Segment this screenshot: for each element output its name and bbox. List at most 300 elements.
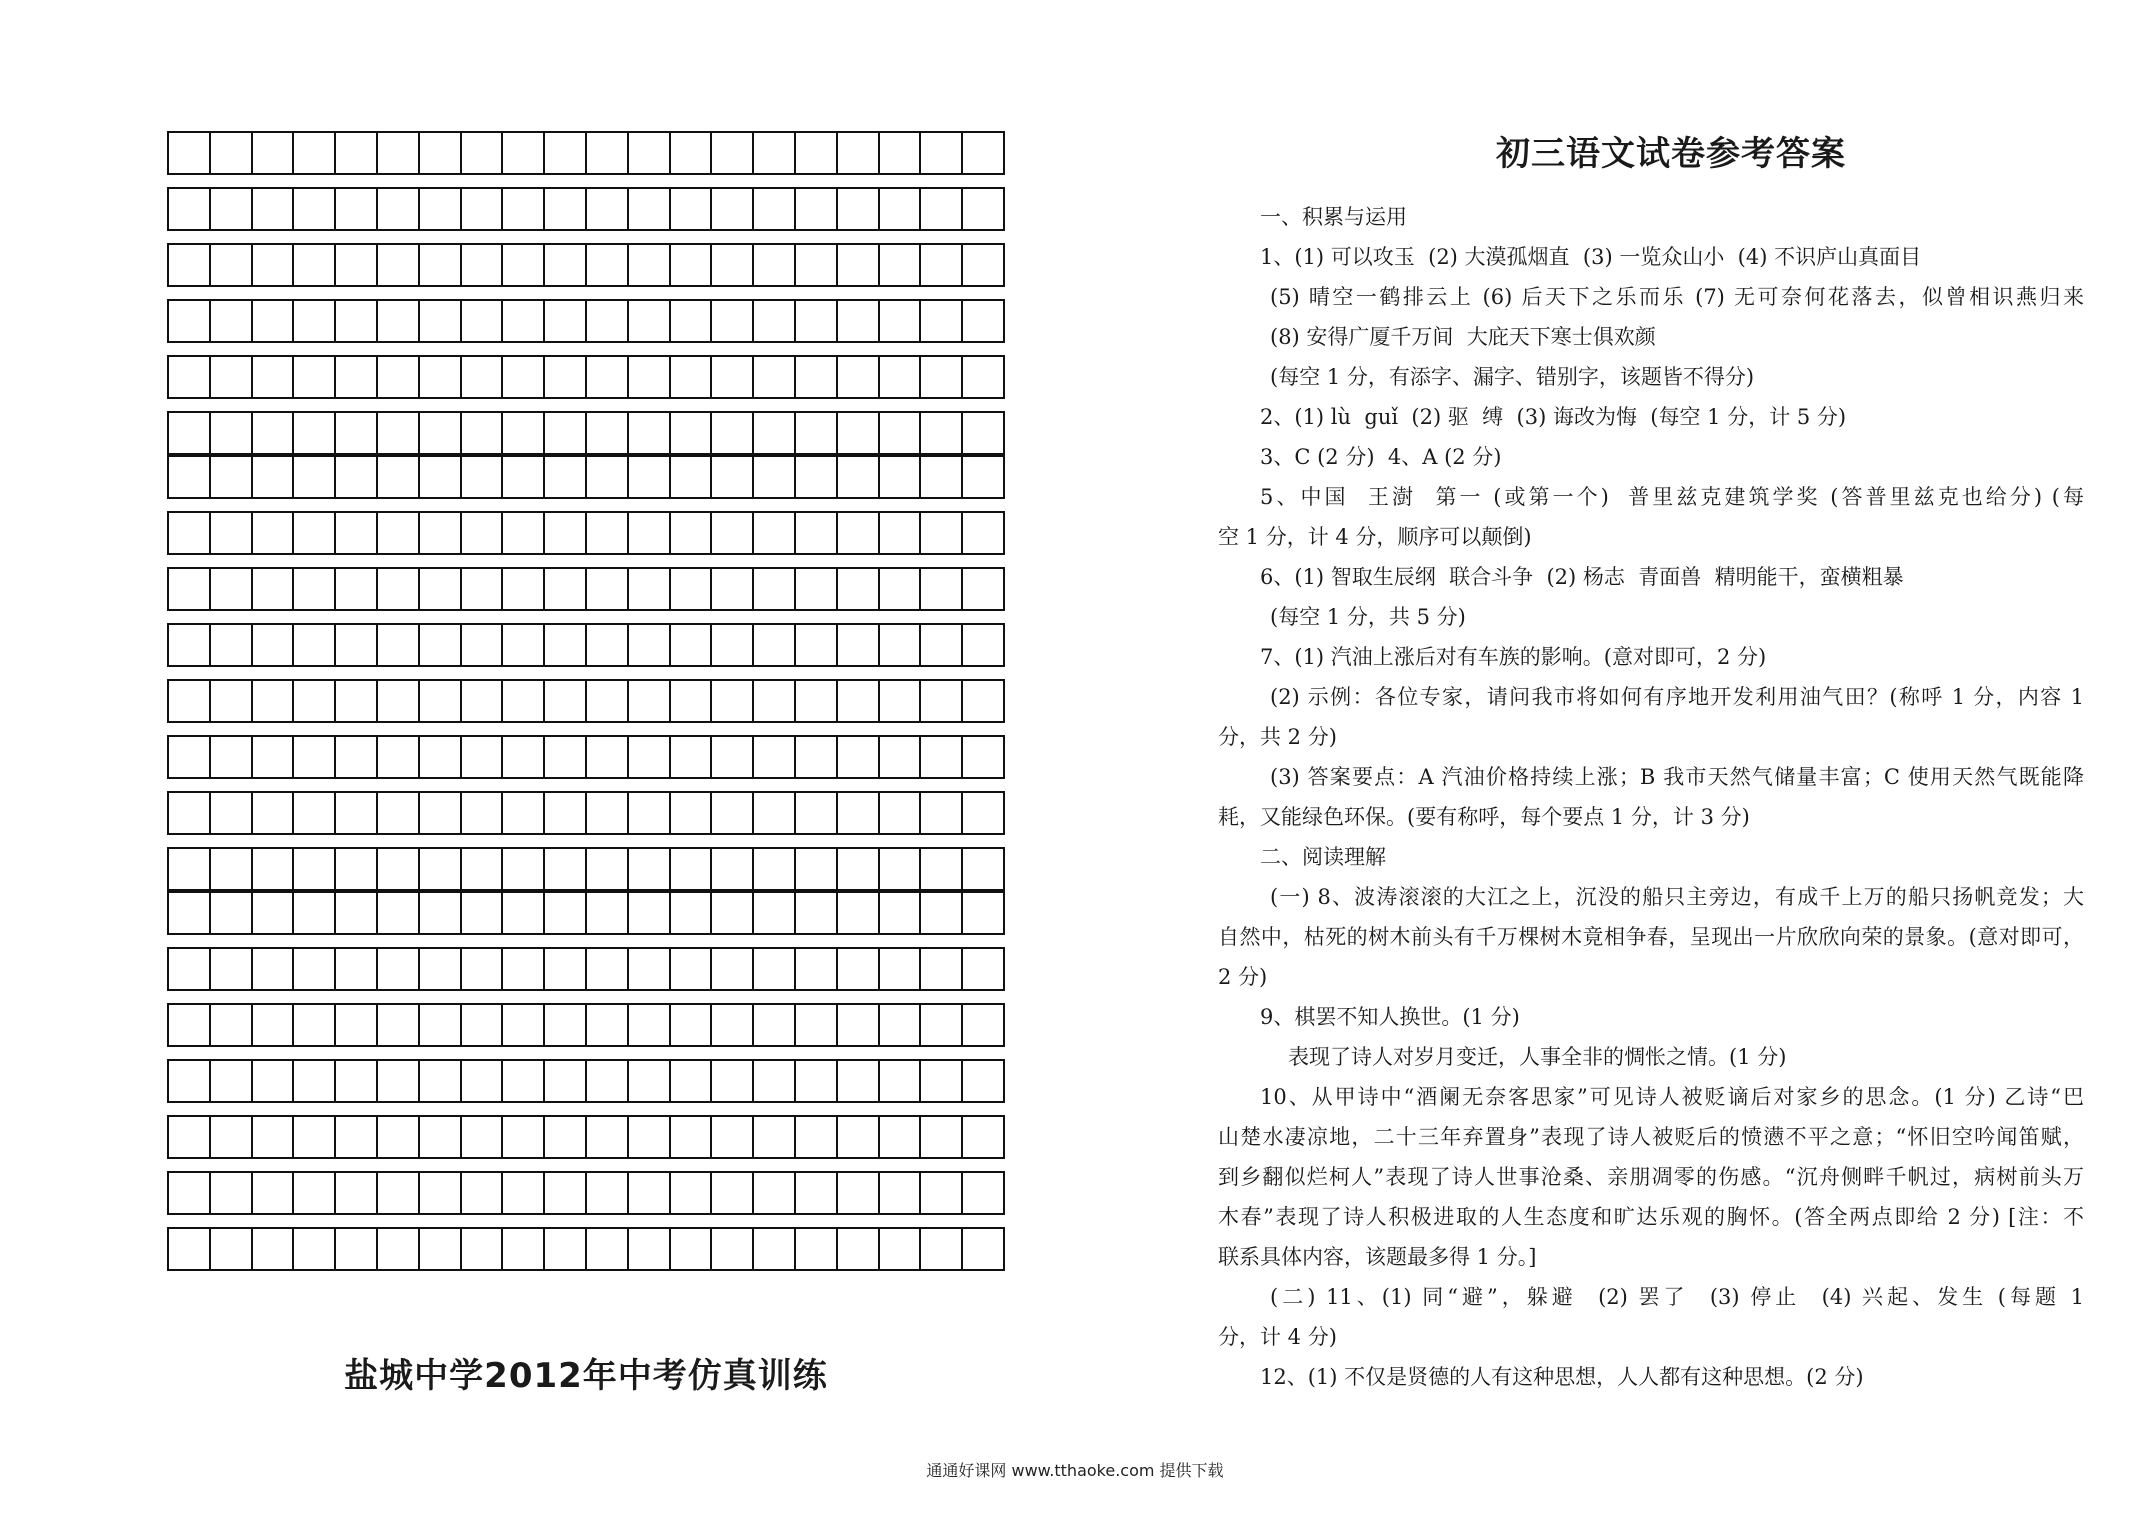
grid-cell bbox=[712, 849, 754, 889]
grid-cell bbox=[169, 1005, 211, 1045]
grid-cell bbox=[838, 513, 880, 553]
answer-line: 1、(1) 可以攻玉 (2) 大漠孤烟直 (3) 一览众山小 (4) 不识庐山真面目 bbox=[1260, 245, 1922, 269]
grid-cell bbox=[545, 1061, 587, 1101]
grid-row bbox=[167, 243, 1005, 287]
grid-cell bbox=[211, 513, 253, 553]
grid-cell bbox=[294, 301, 336, 341]
grid-cell bbox=[420, 1061, 462, 1101]
grid-cell bbox=[838, 189, 880, 229]
grid-cell bbox=[462, 1061, 504, 1101]
grid-cell bbox=[963, 1229, 1003, 1269]
grid-row bbox=[167, 455, 1005, 499]
grid-cell bbox=[545, 681, 587, 721]
grid-cell bbox=[545, 949, 587, 989]
grid-cell bbox=[211, 681, 253, 721]
grid-cell bbox=[336, 949, 378, 989]
grid-cell bbox=[211, 357, 253, 397]
grid-cell bbox=[921, 1061, 963, 1101]
grid-cell bbox=[420, 457, 462, 497]
grid-cell bbox=[169, 189, 211, 229]
grid-cell bbox=[336, 1173, 378, 1213]
grid-cell bbox=[420, 849, 462, 889]
grid-cell bbox=[587, 949, 629, 989]
answer-line: 木春”表现了诗人积极进取的人生态度和旷达乐观的胸怀。(答全两点即给 2 分) [注：不 bbox=[1218, 1205, 2084, 1229]
grid-cell bbox=[921, 189, 963, 229]
grid-cell bbox=[336, 189, 378, 229]
grid-cell bbox=[754, 849, 796, 889]
grid-cell bbox=[671, 245, 713, 285]
grid-row bbox=[167, 1003, 1005, 1047]
grid-cell bbox=[712, 1173, 754, 1213]
grid-cell bbox=[294, 245, 336, 285]
grid-cell bbox=[420, 357, 462, 397]
grid-cell bbox=[253, 245, 295, 285]
grid-cell bbox=[754, 189, 796, 229]
grid-cell bbox=[629, 133, 671, 173]
grid-cell bbox=[253, 737, 295, 777]
grid-row bbox=[167, 1227, 1005, 1271]
grid-cell bbox=[671, 513, 713, 553]
grid-cell bbox=[294, 1229, 336, 1269]
grid-cell bbox=[587, 457, 629, 497]
grid-cell bbox=[462, 737, 504, 777]
grid-cell bbox=[796, 1117, 838, 1157]
grid-cell bbox=[378, 133, 420, 173]
grid-cell bbox=[921, 1117, 963, 1157]
grid-cell bbox=[963, 413, 1003, 453]
grid-cell bbox=[671, 849, 713, 889]
grid-cell bbox=[754, 1005, 796, 1045]
grid-cell bbox=[671, 569, 713, 609]
grid-cell bbox=[336, 1229, 378, 1269]
grid-cell bbox=[838, 1061, 880, 1101]
answer-line: 分，计 4 分) bbox=[1218, 1325, 1337, 1349]
grid-cell bbox=[796, 133, 838, 173]
footer-credit: 通通好课网 www.tthaoke.com 提供下载 bbox=[926, 1461, 1224, 1480]
grid-cell bbox=[796, 357, 838, 397]
grid-cell bbox=[253, 457, 295, 497]
grid-cell bbox=[880, 513, 922, 553]
answer-line: 12、(1) 不仅是贤德的人有这种思想，人人都有这种思想。(2 分) bbox=[1260, 1365, 1864, 1389]
grid-cell bbox=[211, 1229, 253, 1269]
grid-cell bbox=[796, 189, 838, 229]
grid-cell bbox=[754, 357, 796, 397]
grid-cell bbox=[671, 1229, 713, 1269]
grid-cell bbox=[211, 189, 253, 229]
grid-cell bbox=[754, 737, 796, 777]
grid-cell bbox=[462, 301, 504, 341]
grid-cell bbox=[294, 849, 336, 889]
grid-cell bbox=[587, 301, 629, 341]
grid-cell bbox=[545, 569, 587, 609]
answer-key-section bbox=[1218, 126, 2084, 1397]
grid-cell bbox=[503, 1061, 545, 1101]
grid-cell bbox=[838, 413, 880, 453]
grid-cell bbox=[629, 681, 671, 721]
grid-cell bbox=[921, 1005, 963, 1045]
answer-line: 9、棋罢不知人换世。(1 分) bbox=[1260, 1005, 1520, 1029]
answer-line: 10、从甲诗中“酒阑无奈客思家”可见诗人被贬谪后对家乡的思念。(1 分) 乙诗“巴 bbox=[1260, 1085, 2084, 1109]
grid-cell bbox=[671, 681, 713, 721]
grid-cell bbox=[754, 681, 796, 721]
grid-cell bbox=[880, 1005, 922, 1045]
grid-cell bbox=[712, 357, 754, 397]
grid-cell bbox=[211, 1117, 253, 1157]
grid-cell bbox=[963, 1005, 1003, 1045]
grid-cell bbox=[545, 457, 587, 497]
grid-cell bbox=[587, 1061, 629, 1101]
grid-cell bbox=[880, 133, 922, 173]
grid-cell bbox=[796, 1061, 838, 1101]
grid-cell bbox=[921, 681, 963, 721]
grid-cell bbox=[378, 1229, 420, 1269]
grid-cell bbox=[712, 737, 754, 777]
grid-cell bbox=[629, 1005, 671, 1045]
grid-cell bbox=[629, 189, 671, 229]
grid-cell bbox=[838, 1117, 880, 1157]
grid-cell bbox=[503, 133, 545, 173]
grid-cell bbox=[503, 513, 545, 553]
grid-cell bbox=[963, 513, 1003, 553]
grid-cell bbox=[545, 1117, 587, 1157]
grid-cell bbox=[545, 893, 587, 933]
grid-cell bbox=[712, 189, 754, 229]
grid-cell bbox=[211, 893, 253, 933]
grid-cell bbox=[211, 457, 253, 497]
grid-cell bbox=[294, 1005, 336, 1045]
grid-cell bbox=[880, 245, 922, 285]
grid-cell bbox=[880, 893, 922, 933]
grid-cell bbox=[211, 245, 253, 285]
grid-cell bbox=[336, 301, 378, 341]
grid-cell bbox=[796, 457, 838, 497]
grid-cell bbox=[754, 1061, 796, 1101]
grid-cell bbox=[796, 625, 838, 665]
answer-line: 空 1 分，计 4 分，顺序可以颠倒) bbox=[1218, 525, 1532, 549]
grid-cell bbox=[253, 1061, 295, 1101]
grid-cell bbox=[462, 625, 504, 665]
grid-cell bbox=[211, 793, 253, 833]
grid-cell bbox=[754, 301, 796, 341]
grid-cell bbox=[420, 893, 462, 933]
grid-cell bbox=[838, 457, 880, 497]
grid-cell bbox=[754, 413, 796, 453]
grid-cell bbox=[336, 569, 378, 609]
grid-cell bbox=[921, 301, 963, 341]
grid-cell bbox=[921, 625, 963, 665]
grid-cell bbox=[587, 625, 629, 665]
grid-cell bbox=[880, 625, 922, 665]
grid-cell bbox=[336, 1005, 378, 1045]
grid-cell bbox=[671, 1005, 713, 1045]
grid-cell bbox=[294, 681, 336, 721]
grid-cell bbox=[253, 301, 295, 341]
grid-cell bbox=[796, 301, 838, 341]
grid-cell bbox=[462, 1173, 504, 1213]
grid-cell bbox=[587, 357, 629, 397]
grid-cell bbox=[587, 849, 629, 889]
grid-cell bbox=[712, 1117, 754, 1157]
grid-cell bbox=[838, 357, 880, 397]
grid-cell bbox=[211, 133, 253, 173]
grid-cell bbox=[838, 625, 880, 665]
answer-line: 耗，又能绿色环保。(要有称呼，每个要点 1 分，计 3 分) bbox=[1218, 805, 1750, 829]
grid-cell bbox=[671, 793, 713, 833]
grid-cell bbox=[503, 893, 545, 933]
grid-cell bbox=[796, 949, 838, 989]
grid-cell bbox=[253, 513, 295, 553]
grid-cell bbox=[754, 569, 796, 609]
grid-cell bbox=[796, 793, 838, 833]
grid-cell bbox=[169, 681, 211, 721]
grid-cell bbox=[169, 949, 211, 989]
grid-cell bbox=[754, 1117, 796, 1157]
answer-line: 联系具体内容，该题最多得 1 分。] bbox=[1218, 1245, 1537, 1269]
grid-cell bbox=[169, 1061, 211, 1101]
grid-cell bbox=[880, 849, 922, 889]
grid-cell bbox=[671, 301, 713, 341]
grid-cell bbox=[963, 737, 1003, 777]
grid-cell bbox=[253, 949, 295, 989]
grid-row bbox=[167, 511, 1005, 555]
grid-cell bbox=[336, 681, 378, 721]
answer-line: 5、中国 王澍 第一 (或第一个) 普里兹克建筑学奖 (答普里兹克也给分) (每 bbox=[1260, 485, 2084, 509]
grid-cell bbox=[253, 189, 295, 229]
grid-cell bbox=[545, 1229, 587, 1269]
answer-line: 山楚水凄凉地，二十三年弃置身”表现了诗人被贬后的愤懑不平之意；“怀旧空吟闻笛赋， bbox=[1218, 1125, 2084, 1149]
answer-key-body bbox=[1218, 197, 2084, 1397]
answer-line: 二、阅读理解 bbox=[1260, 845, 1386, 869]
grid-cell bbox=[796, 1173, 838, 1213]
grid-cell bbox=[921, 849, 963, 889]
grid-cell bbox=[587, 681, 629, 721]
grid-cell bbox=[754, 1229, 796, 1269]
grid-cell bbox=[462, 1005, 504, 1045]
grid-cell bbox=[169, 893, 211, 933]
grid-cell bbox=[420, 737, 462, 777]
grid-cell bbox=[629, 1229, 671, 1269]
grid-cell bbox=[921, 1229, 963, 1269]
grid-cell bbox=[462, 569, 504, 609]
grid-cell bbox=[378, 849, 420, 889]
grid-cell bbox=[712, 457, 754, 497]
grid-cell bbox=[754, 133, 796, 173]
grid-cell bbox=[420, 625, 462, 665]
grid-cell bbox=[462, 133, 504, 173]
grid-cell bbox=[838, 681, 880, 721]
grid-cell bbox=[796, 681, 838, 721]
grid-cell bbox=[712, 1229, 754, 1269]
grid-cell bbox=[211, 569, 253, 609]
grid-cell bbox=[378, 569, 420, 609]
grid-row bbox=[167, 891, 1005, 935]
grid-cell bbox=[712, 681, 754, 721]
grid-cell bbox=[587, 1229, 629, 1269]
grid-cell bbox=[712, 301, 754, 341]
grid-cell bbox=[796, 569, 838, 609]
grid-cell bbox=[503, 457, 545, 497]
grid-cell bbox=[378, 1005, 420, 1045]
grid-cell bbox=[420, 681, 462, 721]
answer-line: (二) 11、(1) 同“避”，躲避 (2) 罢了 (3) 停止 (4) 兴起、发生 (每题 1 bbox=[1270, 1285, 2084, 1309]
grid-cell bbox=[336, 793, 378, 833]
grid-cell bbox=[503, 793, 545, 833]
grid-cell bbox=[545, 245, 587, 285]
grid-cell bbox=[253, 1173, 295, 1213]
grid-cell bbox=[754, 513, 796, 553]
grid-cell bbox=[253, 625, 295, 665]
grid-cell bbox=[671, 625, 713, 665]
grid-cell bbox=[671, 949, 713, 989]
grid-cell bbox=[462, 681, 504, 721]
grid-cell bbox=[462, 1117, 504, 1157]
grid-cell bbox=[503, 949, 545, 989]
answer-line: 自然中，枯死的树木前头有千万棵树木竟相争春，呈现出一片欣欣向荣的景象。(意对即可， bbox=[1218, 925, 2084, 949]
grid-cell bbox=[963, 569, 1003, 609]
grid-cell bbox=[294, 893, 336, 933]
grid-cell bbox=[420, 569, 462, 609]
grid-cell bbox=[838, 1229, 880, 1269]
grid-cell bbox=[378, 457, 420, 497]
grid-cell bbox=[336, 1117, 378, 1157]
grid-cell bbox=[671, 1117, 713, 1157]
grid-cell bbox=[838, 301, 880, 341]
grid-cell bbox=[838, 793, 880, 833]
grid-cell bbox=[503, 189, 545, 229]
grid-cell bbox=[587, 413, 629, 453]
grid-cell bbox=[963, 893, 1003, 933]
grid-cell bbox=[378, 301, 420, 341]
grid-cell bbox=[294, 1117, 336, 1157]
grid-cell bbox=[420, 133, 462, 173]
grid-cell bbox=[420, 189, 462, 229]
grid-cell bbox=[294, 1173, 336, 1213]
grid-cell bbox=[587, 793, 629, 833]
grid-row bbox=[167, 623, 1005, 667]
grid-cell bbox=[880, 301, 922, 341]
grid-cell bbox=[294, 737, 336, 777]
grid-cell bbox=[963, 1061, 1003, 1101]
grid-cell bbox=[378, 245, 420, 285]
grid-cell bbox=[545, 357, 587, 397]
grid-cell bbox=[545, 189, 587, 229]
grid-cell bbox=[587, 1117, 629, 1157]
grid-cell bbox=[629, 1061, 671, 1101]
grid-cell bbox=[921, 457, 963, 497]
grid-cell bbox=[921, 949, 963, 989]
grid-row bbox=[167, 567, 1005, 611]
grid-cell bbox=[880, 357, 922, 397]
grid-cell bbox=[545, 133, 587, 173]
grid-cell bbox=[880, 1173, 922, 1213]
grid-cell bbox=[378, 413, 420, 453]
grid-cell bbox=[712, 569, 754, 609]
grid-cell bbox=[378, 793, 420, 833]
grid-cell bbox=[754, 1173, 796, 1213]
grid-cell bbox=[336, 133, 378, 173]
grid-cell bbox=[545, 849, 587, 889]
grid-cell bbox=[253, 893, 295, 933]
answer-line: (3) 答案要点：A 汽油价格持续上涨；B 我市天然气储量丰富；C 使用天然气既能降 bbox=[1270, 765, 2084, 789]
grid-cell bbox=[796, 513, 838, 553]
grid-cell bbox=[880, 1117, 922, 1157]
grid-cell bbox=[503, 1229, 545, 1269]
grid-cell bbox=[169, 1173, 211, 1213]
grid-cell bbox=[294, 513, 336, 553]
grid-cell bbox=[629, 625, 671, 665]
grid-cell bbox=[838, 245, 880, 285]
grid-cell bbox=[587, 737, 629, 777]
grid-cell bbox=[629, 569, 671, 609]
grid-cell bbox=[838, 1173, 880, 1213]
answer-line: (一) 8、波涛滚滚的大江之上，沉没的船只主旁边，有成千上万的船只扬帆竞发；大 bbox=[1270, 885, 2084, 909]
grid-cell bbox=[963, 625, 1003, 665]
grid-cell bbox=[921, 569, 963, 609]
grid-cell bbox=[169, 1117, 211, 1157]
grid-row bbox=[167, 735, 1005, 779]
grid-cell bbox=[587, 245, 629, 285]
grid-cell bbox=[462, 357, 504, 397]
grid-cell bbox=[963, 457, 1003, 497]
grid-row bbox=[167, 187, 1005, 231]
answer-line: (5) 晴空一鹤排云上 (6) 后天下之乐而乐 (7) 无可奈何花落去，似曾相识燕归来 bbox=[1270, 285, 2084, 309]
answer-line: 7、(1) 汽油上涨后对有车族的影响。(意对即可，2 分) bbox=[1260, 645, 1767, 669]
grid-cell bbox=[796, 849, 838, 889]
answer-line: 2、(1) lù guǐ (2) 驱 缚 (3) 诲改为悔 (每空 1 分，计 5 分) bbox=[1260, 405, 1847, 429]
answer-line: 3、C (2 分) 4、A (2 分) bbox=[1260, 445, 1502, 469]
grid-cell bbox=[420, 1229, 462, 1269]
grid-row bbox=[167, 1171, 1005, 1215]
grid-cell bbox=[462, 793, 504, 833]
grid-cell bbox=[378, 1061, 420, 1101]
grid-cell bbox=[420, 301, 462, 341]
grid-cell bbox=[462, 457, 504, 497]
grid-cell bbox=[963, 1173, 1003, 1213]
grid-cell bbox=[963, 357, 1003, 397]
grid-cell bbox=[545, 625, 587, 665]
grid-cell bbox=[838, 133, 880, 173]
grid-cell bbox=[169, 133, 211, 173]
grid-cell bbox=[253, 1005, 295, 1045]
grid-cell bbox=[378, 357, 420, 397]
grid-cell bbox=[169, 737, 211, 777]
grid-cell bbox=[587, 513, 629, 553]
grid-cell bbox=[796, 413, 838, 453]
grid-cell bbox=[629, 245, 671, 285]
grid-cell bbox=[880, 793, 922, 833]
grid-cell bbox=[587, 893, 629, 933]
grid-cell bbox=[712, 793, 754, 833]
grid-cell bbox=[629, 949, 671, 989]
grid-cell bbox=[169, 793, 211, 833]
grid-cell bbox=[503, 849, 545, 889]
grid-cell bbox=[671, 133, 713, 173]
grid-cell bbox=[253, 413, 295, 453]
grid-cell bbox=[294, 357, 336, 397]
grid-cell bbox=[169, 301, 211, 341]
grid-cell bbox=[211, 301, 253, 341]
grid-cell bbox=[587, 569, 629, 609]
grid-row bbox=[167, 679, 1005, 723]
grid-cell bbox=[921, 413, 963, 453]
grid-cell bbox=[294, 949, 336, 989]
grid-cell bbox=[169, 849, 211, 889]
grid-cell bbox=[629, 457, 671, 497]
grid-cell bbox=[880, 189, 922, 229]
grid-cell bbox=[796, 1005, 838, 1045]
grid-cell bbox=[169, 513, 211, 553]
grid-cell bbox=[712, 1005, 754, 1045]
